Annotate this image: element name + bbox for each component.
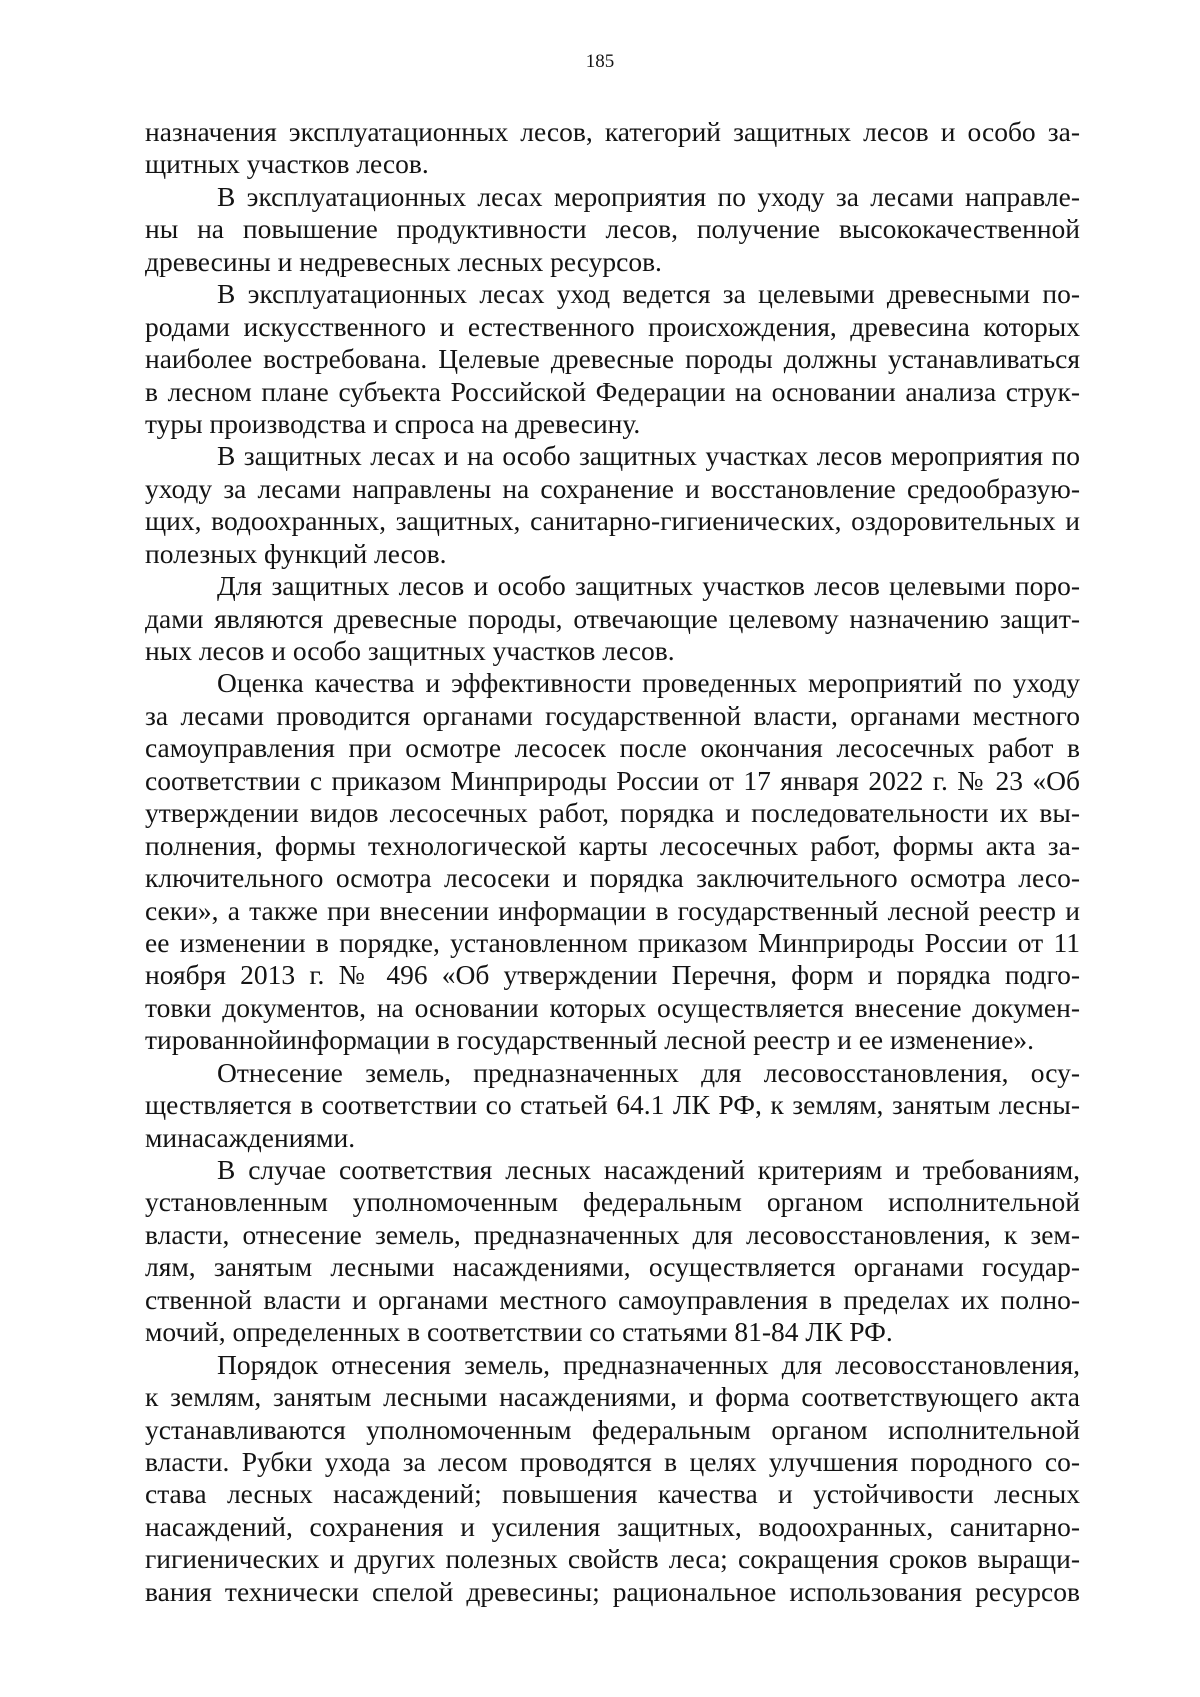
text-line: тированнойинформации в государственный лесной реестр и ее изменение». <box>145 1024 1034 1056</box>
text-line: установленным уполномоченным федеральным органом исполнительной <box>145 1186 1080 1218</box>
text-line: ственной власти и органами местного самоуправления в пределах их полно- <box>145 1283 1080 1315</box>
text-line: вания технически спелой древесины; рациональное использования ресурсов <box>145 1575 1080 1607</box>
text-line: к землям, занятым лесными насаждениями, и форма соответствующего акта <box>145 1381 1080 1413</box>
text-line: гигиенических и других полезных свойств леса; сокращения сроков выращи- <box>145 1543 1080 1575</box>
paragraph-first-line: Отнесение земель, предназначенных для лесовосстановления, осу- <box>217 1056 1080 1088</box>
text-line: насаждений, сохранения и усиления защитных, водоохранных, санитарно- <box>145 1510 1080 1542</box>
paragraph-first-line: В защитных лесах и на особо защитных участках лесов мероприятия по <box>217 440 1080 472</box>
text-line: минасаждениями. <box>145 1121 356 1153</box>
text-line: устанавливаются уполномоченным федеральным органом исполнительной <box>145 1413 1080 1445</box>
paragraph-first-line: В случае соответствия лесных насаждений критериям и требованиям, <box>217 1154 1080 1185</box>
text-line: става лесных насаждений; повышения качества и устойчивости лесных <box>145 1478 1080 1510</box>
paragraph-first-line: Для защитных лесов и особо защитных участков лесов целевыми поро- <box>217 570 1080 602</box>
text-line: власти, отнесение земель, предназначенных для лесовосстановления, к зем- <box>145 1218 1080 1250</box>
text-line: соответствии с приказом Минприроды России от 17 января 2022 г. № 23 «Об <box>145 764 1080 796</box>
text-line: туры производства и спроса на древесину. <box>145 407 641 439</box>
text-line: полезных функций лесов. <box>145 537 447 569</box>
text-line: древесины и недревесных лесных ресурсов. <box>145 245 662 277</box>
text-line: полнения, формы технологической карты лесосечных работ, формы акта за- <box>145 829 1080 861</box>
text-line: в лесном плане субъекта Российской Федерации на основании анализа струк- <box>145 375 1080 407</box>
text-line: мочий, определенных в соответствии со статьями 81-84 ЛК РФ. <box>145 1316 893 1348</box>
text-line: ных лесов и особо защитных участков лесов. <box>145 635 675 666</box>
text-line: уходу за лесами направлены на сохранение и восстановление средообразую- <box>145 472 1080 504</box>
text-line: щих, водоохранных, защитных, санитарно-гигиенических, оздоровительных и <box>145 505 1080 537</box>
text-line: власти. Рубки ухода за лесом проводятся в целях улучшения породного со- <box>145 1445 1080 1477</box>
text-line: утверждении видов лесосечных работ, порядка и последовательности их вы- <box>145 797 1080 829</box>
text-line: назначения эксплуатационных лесов, категорий защитных лесов и особо за- <box>145 116 1080 147</box>
text-line: самоуправления при осмотре лесосек после окончания лесосечных работ в <box>145 732 1080 764</box>
text-line: лям, занятым лесными насаждениями, осуществляется органами государ- <box>145 1251 1080 1283</box>
text-line: родами искусственного и естественного происхождения, древесина которых <box>145 310 1080 342</box>
text-line: ключительного осмотра лесосеки и порядка заключительного осмотра лесо- <box>145 862 1080 894</box>
paragraph-first-line: Оценка качества и эффективности проведенных мероприятий по уходу <box>217 667 1080 699</box>
text-line: за лесами проводится органами государственной власти, органами местного <box>145 699 1080 731</box>
page-number: 185 <box>585 51 615 72</box>
text-line: дами являются древесные породы, отвечающие целевому назначению защит- <box>145 602 1080 634</box>
document-body <box>145 116 1080 1608</box>
paragraph-first-line: В эксплуатационных лесах уход ведется за целевыми древесными по- <box>217 278 1080 310</box>
paragraph-first-line: Порядок отнесения земель, предназначенных для лесовосстановления, <box>217 1348 1080 1380</box>
text-line: ноября 2013 г. № 496 «Об утверждении Перечня, форм и порядка подго- <box>145 959 1080 991</box>
text-line: наиболее востребована. Целевые древесные породы должны устанавливаться <box>145 343 1080 375</box>
text-line: ее изменении в порядке, установленном приказом Минприроды России от 11 <box>145 926 1080 958</box>
text-line: щитных участков лесов. <box>145 148 429 180</box>
paragraph-first-line: В эксплуатационных лесах мероприятия по уходу за лесами направле- <box>217 180 1080 212</box>
text-line: товки документов, на основании которых осуществляется внесение докумен- <box>145 991 1080 1023</box>
text-line: ны на повышение продуктивности лесов, получение высококачественной <box>145 213 1080 245</box>
text-line: секи», а также при внесении информации в государственный лесной реестр и <box>145 894 1080 926</box>
text-line: ществляется в соответствии со статьей 64.1 ЛК РФ, к землям, занятым лесны- <box>145 1089 1080 1121</box>
